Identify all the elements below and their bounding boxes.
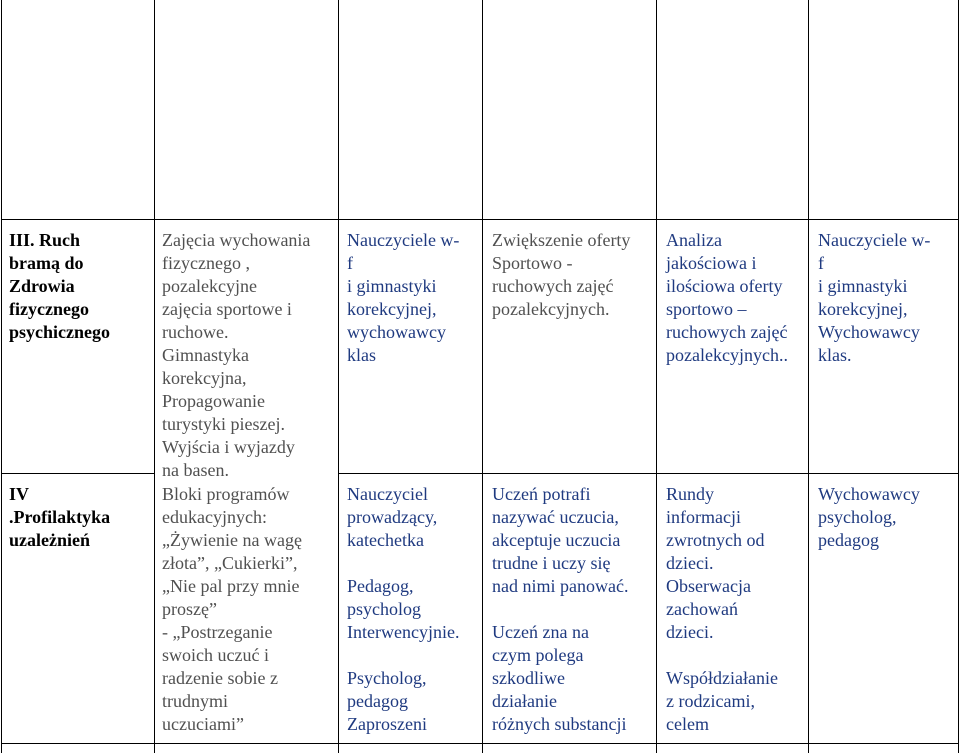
column-border — [808, 0, 809, 753]
row-border — [1, 473, 154, 474]
table-cell-responsible: Nauczyciele w- f i gimnastyki korekcyjnej, wychowawcy klas — [347, 230, 460, 365]
table-cell-evaluator: Nauczyciele w- f i gimnastyki korekcyjnej, Wychowawcy klas. — [818, 230, 931, 365]
table-cell-evaluator: Wychowawcy psycholog, pedagog — [818, 484, 920, 550]
table-cell-topic: IV .Profilaktyka uzależnień — [9, 484, 111, 550]
table-cell-evaluation: Rundy informacji zwrotnych od dzieci. Obserwacja zachowań dzieci. Współdziałanie z rodzicami, celem — [666, 484, 778, 734]
table-cell-activities: Bloki programów edukacyjnych: „Żywienie na wagę złota”, „Cukierki”, „Nie pal przy mnie proszę” - „Postrzeganie swoich uczuć i radzenie sobie z trudnymi uczuciami” — [162, 484, 302, 734]
table-cell-evaluation: Analiza jakościowa i ilościowa oferty sportowo – ruchowych zajęć pozalekcyjnych.. — [666, 230, 788, 365]
table-cell-responsible: Nauczyciel prowadzący, katechetka Pedagog, psycholog Interwencyjnie. Psycholog, pedagog Zaproszeni — [347, 484, 460, 734]
column-border — [958, 0, 959, 753]
row-border — [338, 473, 959, 474]
table-cell-outcome: Zwiększenie oferty Sportowo - ruchowych zajęć pozalekcyjnych. — [492, 230, 631, 319]
column-border — [154, 0, 155, 753]
column-border — [338, 0, 339, 753]
column-border — [656, 0, 657, 753]
table-cell-outcome: Uczeń potrafi nazywać uczucia, akceptuje uczucia trudne i uczy się nad nimi panować. Uczeń zna na czym polega szkodliwe działanie różnych substancji — [492, 484, 629, 734]
row-border — [1, 219, 959, 220]
row-border — [1, 743, 959, 744]
column-border — [1, 0, 2, 753]
table-cell-topic: III. Ruch bramą do Zdrowia fizycznego psychicznego — [9, 230, 110, 342]
table-cell-activities: Zajęcia wychowania fizycznego , pozalekcyjne zajęcia sportowe i ruchowe. Gimnastyka korekcyjna, Propagowanie turystyki pieszej. Wyjścia i wyjazdy na basen. — [162, 230, 311, 480]
column-border — [482, 0, 483, 753]
